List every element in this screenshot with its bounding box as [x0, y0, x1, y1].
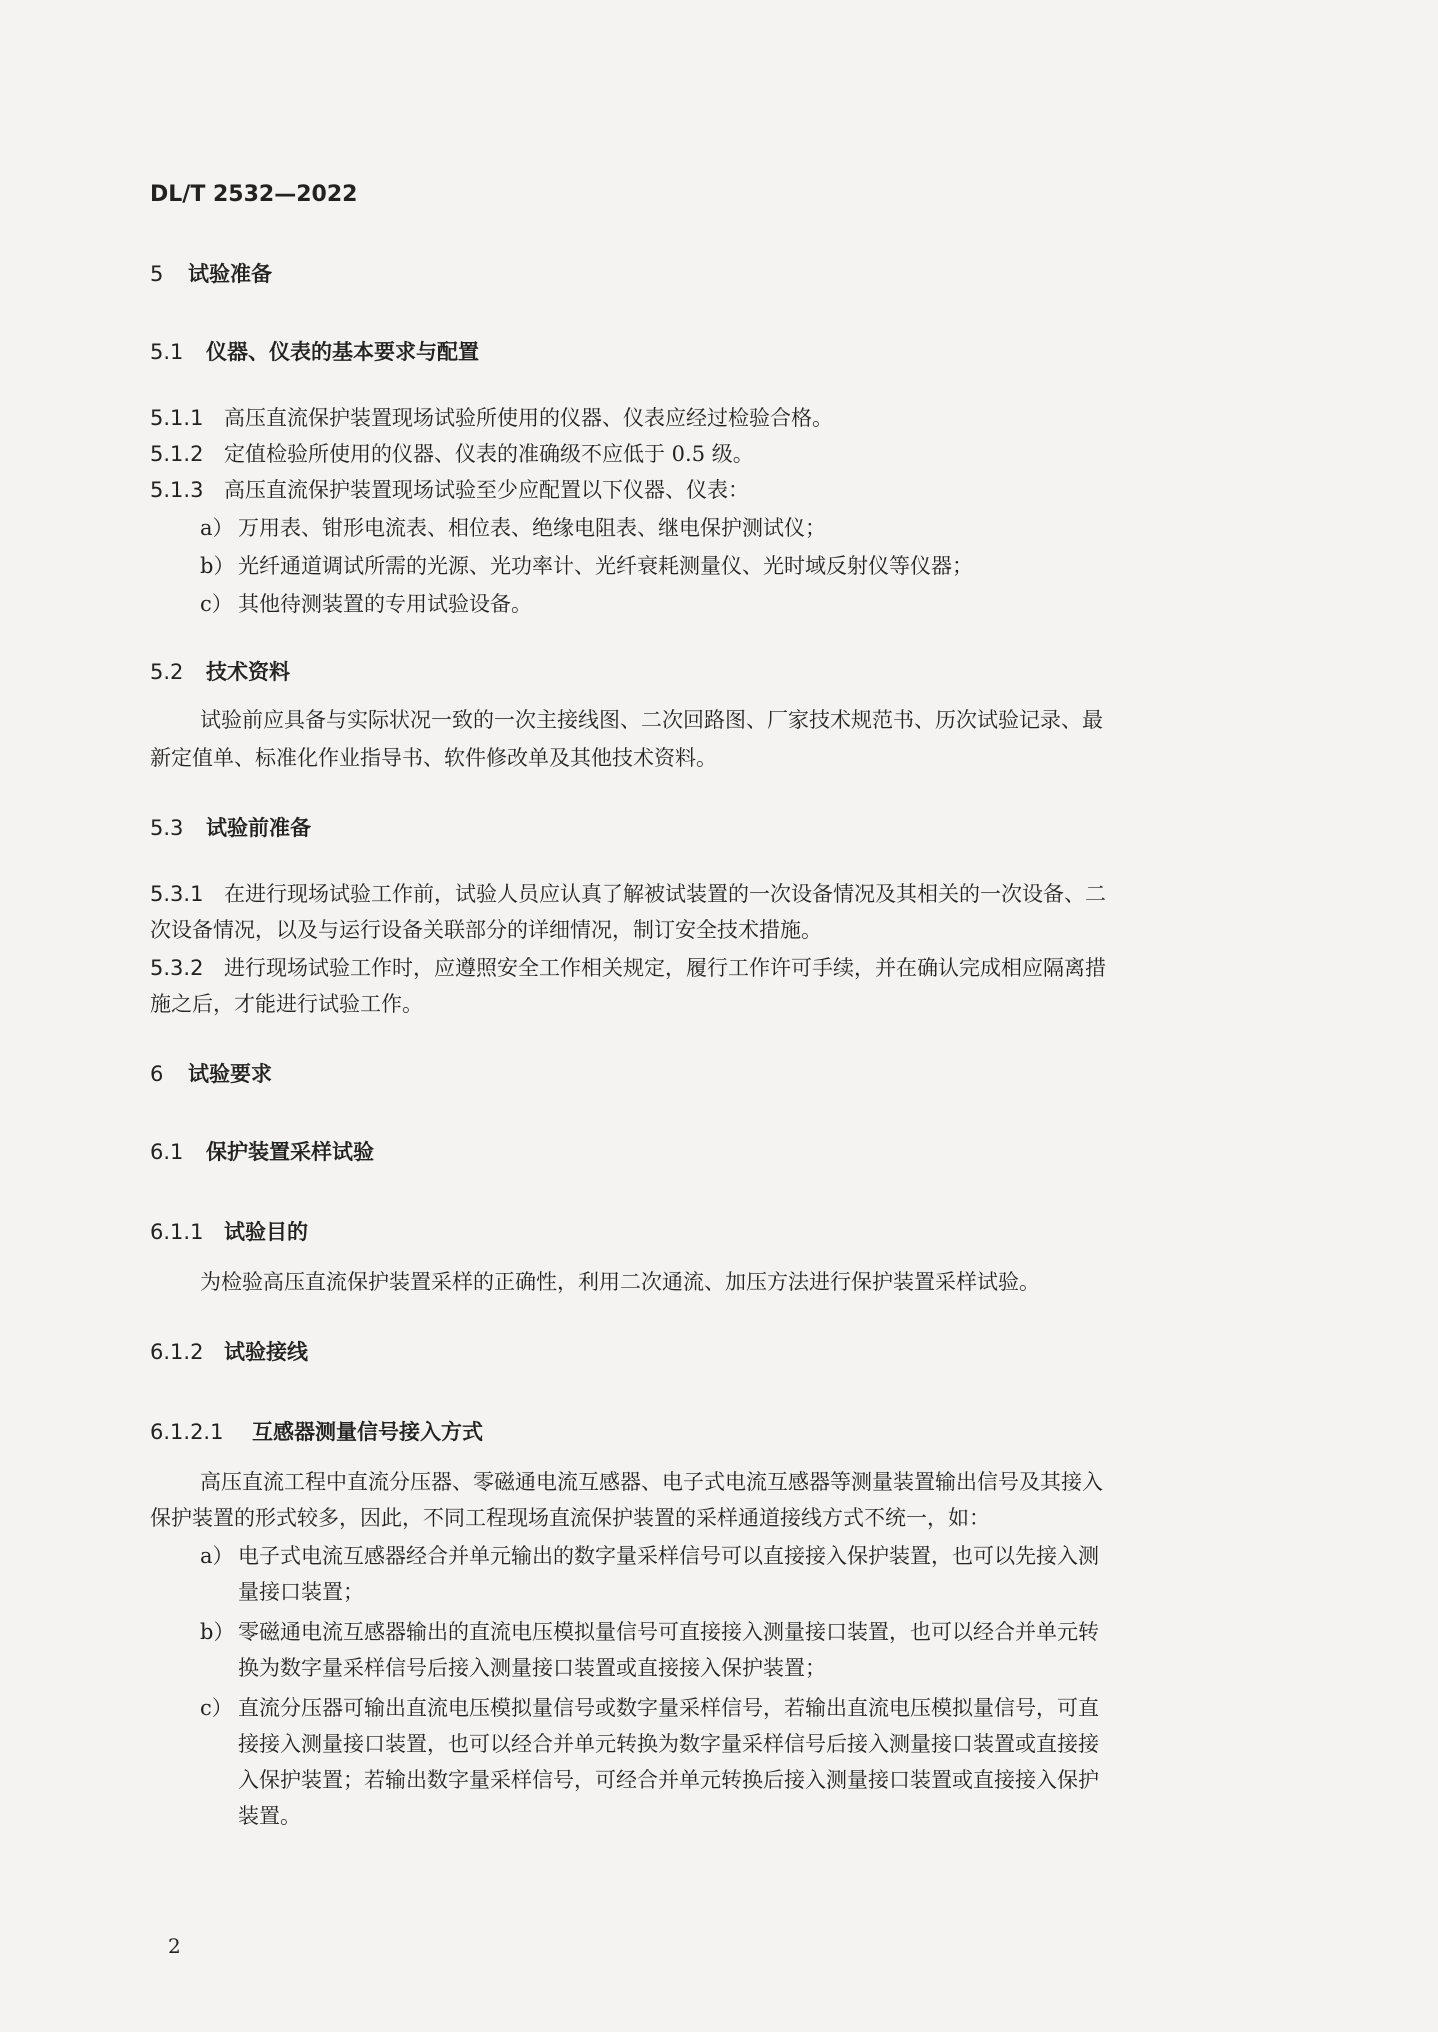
section-title: 互感器测量信号接入方式: [252, 1420, 483, 1444]
paragraph-line: 次设备情况，以及与运行设备关联部分的详细情况，制订安全技术措施。: [150, 918, 822, 942]
list-item-label: c）: [200, 592, 233, 616]
list-item-continuation: 装置。: [238, 1804, 301, 1828]
clause-5-1-1: [150, 400, 833, 436]
paragraph-line: 保护装置的形式较多，因此，不同工程现场直流保护装置的采样通道接线方式不统一，如：: [150, 1506, 990, 1530]
section-number: 6.1: [150, 1140, 184, 1164]
list-item-label: b）: [200, 1620, 235, 1644]
clause-number: 5.3.2: [150, 956, 204, 980]
list-item-label: c）: [200, 1696, 233, 1720]
list-item-text: 直流分压器可输出直流电压模拟量信号或数字量采样信号，若输出直流电压模拟量信号，可直: [238, 1696, 1099, 1720]
section-title: 试验准备: [188, 262, 272, 286]
list-item-text: 光纤通道调试所需的光源、光功率计、光纤衰耗测量仪、光时域反射仪等仪器；: [238, 554, 973, 578]
list-item-label: a）: [200, 1544, 234, 1568]
list-item-continuation: 入保护装置；若输出数字量采样信号，可经合并单元转换后接入测量接口装置或直接接入保护: [238, 1768, 1099, 1792]
clause-5-1-3: [150, 472, 749, 508]
page-number: 2: [168, 1934, 181, 1958]
list-item-text: 零磁通电流互感器输出的直流电压模拟量信号可直接接入测量接口装置，也可以经合并单元转: [238, 1620, 1099, 1644]
section-5-1-heading: [150, 336, 479, 366]
section-title: 保护装置采样试验: [206, 1140, 374, 1164]
section-number: 6.1.1: [150, 1220, 204, 1244]
list-item: [200, 510, 826, 546]
section-5-heading: [150, 258, 272, 288]
paragraph-line: 试验前应具备与实际状况一致的一次主接线图、二次回路图、厂家技术规范书、历次试验记录、最: [200, 708, 1103, 732]
paragraph-line: 高压直流工程中直流分压器、零磁通电流互感器、电子式电流互感器等测量装置输出信号及其接入: [200, 1470, 1103, 1494]
clause-text: 在进行现场试验工作前，试验人员应认真了解被试装置的一次设备情况及其相关的一次设备、二: [224, 882, 1106, 906]
clause-number: 5.1.1: [150, 406, 204, 430]
section-title: 试验前准备: [206, 816, 311, 840]
list-item-continuation: 换为数字量采样信号后接入测量接口装置或直接接入保护装置；: [238, 1656, 826, 1680]
list-item: [200, 1614, 1099, 1650]
list-item-continuation: 量接口装置；: [238, 1580, 364, 1604]
section-6-1-2-1-heading: [150, 1416, 483, 1446]
section-number: 5.3: [150, 816, 184, 840]
section-number: 6.1.2: [150, 1340, 204, 1364]
clause-number: 5.1.2: [150, 442, 204, 466]
section-6-1-1-heading: [150, 1216, 308, 1246]
clause-5-1-2: [150, 436, 754, 472]
list-item: [200, 548, 973, 584]
paragraph-line: 新定值单、标准化作业指导书、软件修改单及其他技术资料。: [150, 746, 717, 770]
list-item-continuation: 接接入测量接口装置，也可以经合并单元转换为数字量采样信号后接入测量接口装置或直接接: [238, 1732, 1099, 1756]
section-number: 5.1: [150, 340, 184, 364]
section-5-2-heading: [150, 656, 290, 686]
section-number: 5: [150, 262, 164, 286]
list-item-text: 电子式电流互感器经合并单元输出的数字量采样信号可以直接接入保护装置，也可以先接入测: [238, 1544, 1099, 1568]
clause-5-3-1: [150, 876, 1106, 912]
list-item-text: 其他待测装置的专用试验设备。: [238, 592, 532, 616]
standard-number: DL/T 2532—2022: [150, 182, 358, 207]
clause-number: 5.3.1: [150, 882, 204, 906]
list-item-text: 万用表、钳形电流表、相位表、绝缘电阻表、继电保护测试仪；: [238, 516, 826, 540]
section-title: 技术资料: [206, 660, 290, 684]
section-title: 试验要求: [188, 1062, 272, 1086]
section-5-3-heading: [150, 812, 311, 842]
section-number: 5.2: [150, 660, 184, 684]
section-6-heading: [150, 1058, 272, 1088]
list-item: [200, 1690, 1099, 1726]
list-item: [200, 1538, 1099, 1574]
clause-5-3-2: [150, 950, 1106, 986]
section-number: 6: [150, 1062, 164, 1086]
clause-text: 高压直流保护装置现场试验所使用的仪器、仪表应经过检验合格。: [224, 406, 833, 430]
section-title: 试验目的: [224, 1220, 308, 1244]
clause-number: 5.1.3: [150, 478, 204, 502]
clause-text: 进行现场试验工作时，应遵照安全工作相关规定，履行工作许可手续，并在确认完成相应隔离措: [224, 956, 1106, 980]
list-item-label: a）: [200, 516, 234, 540]
clause-text: 定值检验所使用的仪器、仪表的准确级不应低于 0.5 级。: [224, 442, 754, 466]
section-6-1-2-heading: [150, 1336, 308, 1366]
paragraph-line: 为检验高压直流保护装置采样的正确性，利用二次通流、加压方法进行保护装置采样试验。: [200, 1270, 1040, 1294]
list-item: [200, 586, 532, 622]
section-6-1-heading: [150, 1136, 374, 1166]
list-item-label: b）: [200, 554, 235, 578]
paragraph-line: 施之后，才能进行试验工作。: [150, 992, 423, 1016]
section-number: 6.1.2.1: [150, 1420, 224, 1444]
section-title: 试验接线: [224, 1340, 308, 1364]
clause-text: 高压直流保护装置现场试验至少应配置以下仪器、仪表：: [224, 478, 749, 502]
section-title: 仪器、仪表的基本要求与配置: [206, 340, 479, 364]
